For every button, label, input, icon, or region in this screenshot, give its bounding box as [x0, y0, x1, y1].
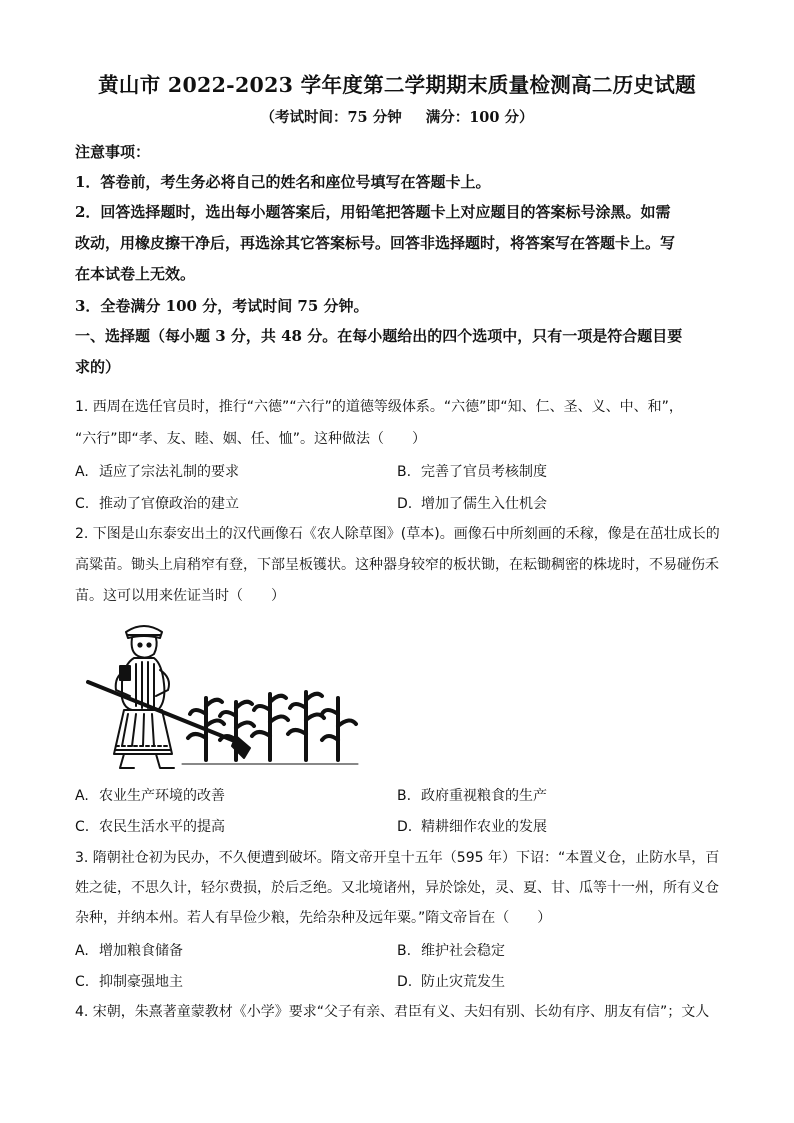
- question-3-option-d[interactable]: D. 防止灾荒发生: [397, 974, 505, 990]
- exam-time: （考试时间：75 分钟: [260, 109, 402, 126]
- question-2-option-b[interactable]: B. 政府重视粮食的生产: [397, 788, 547, 804]
- notes-heading: 注意事项：: [75, 143, 151, 161]
- question-2-option-d[interactable]: D. 精耕细作农业的发展: [397, 819, 547, 835]
- stone-relief-drawing: [86, 618, 360, 778]
- question-1-line-2: “六行”即“孝、友、睦、姻、任、恤”。这种做法（ ）: [75, 431, 427, 447]
- note-3: 3．全卷满分 100 分，考试时间 75 分钟。: [75, 297, 369, 315]
- question-3-option-c[interactable]: C. 抑制豪强地主: [75, 974, 183, 990]
- question-3-line-1: 3. 隋朝社仓初为民办，不久便遭到破坏。隋文帝开皇十五年（595 年）下诏：“本置义仓，止防水旱，百: [75, 850, 720, 866]
- question-3-line-2: 姓之徒，不思久计，轻尔费损，於后乏绝。又北境诸州，异於馀处，灵、夏、甘、瓜等十一州，所有义仓: [75, 880, 719, 896]
- note-2-line-1: 2．回答选择题时，选出每小题答案后，用铅笔把答题卡上对应题目的答案标号涂黑。如需: [75, 203, 671, 221]
- question-1-option-d[interactable]: D. 增加了儒生入仕机会: [397, 496, 547, 512]
- section-heading-line-2: 求的）: [75, 358, 121, 376]
- question-1-option-c[interactable]: C. 推动了官僚政治的建立: [75, 496, 239, 512]
- question-3-option-a[interactable]: A. 增加粮食储备: [75, 943, 183, 959]
- note-1: 1．答卷前，考生务必将自己的姓名和座位号填写在答题卡上。: [75, 173, 491, 191]
- note-2-line-2: 改动，用橡皮擦干净后，再选涂其它答案标号。回答非选择题时，将答案写在答题卡上。写: [75, 234, 676, 252]
- question-2-line-1: 2. 下图是山东泰安出土的汉代画像石《农人除草图》(草本)。画像石中所刻画的禾稼，像是在茁壮成长的: [75, 526, 720, 542]
- question-1-line-1: 1. 西周在选任官员时，推行“六德”“六行”的道德等级体系。“六德”即“知、仁、圣、义、中、和”，: [75, 399, 683, 415]
- question-4-line-1: 4. 宋朝，朱熹著童蒙教材《小学》要求“父子有亲、君臣有义、夫妇有别、长幼有序、朋友有信”；文人: [75, 1004, 710, 1020]
- question-3-option-b[interactable]: B. 维护社会稳定: [397, 943, 505, 959]
- question-2-line-3: 苗。这可以用来佐证当时（ ）: [75, 588, 285, 604]
- question-2-line-2: 高粱苗。锄头上肩稍窄有登，下部呈板镬状。这种器身较窄的板状锄，在耘锄稠密的株垅时，不易碰伤禾: [75, 557, 719, 573]
- question-2-option-c[interactable]: C. 农民生活水平的提高: [75, 819, 225, 835]
- exam-subtitle: [0, 106, 794, 127]
- section-heading-line-1: 一、选择题（每小题 3 分，共 48 分。在每小题给出的四个选项中，只有一项是符合题目要: [75, 327, 683, 345]
- question-1-option-b[interactable]: B. 完善了官员考核制度: [397, 464, 547, 480]
- note-2-line-3: 在本试卷上无效。: [75, 265, 196, 283]
- question-1-option-a[interactable]: A. 适应了宗法礼制的要求: [75, 464, 239, 480]
- question-2-option-a[interactable]: A. 农业生产环境的改善: [75, 788, 225, 804]
- exam-title: 黄山市 2022-2023 学年度第二学期期末质量检测高二历史试题: [98, 73, 696, 97]
- farmer-weeding-illustration: [86, 618, 360, 778]
- exam-score: 满分：100 分）: [425, 109, 534, 126]
- question-3-line-3: 杂种，并纳本州。若人有旱俭少粮，先给杂种及远年粟。”隋文帝旨在（ ）: [75, 910, 552, 926]
